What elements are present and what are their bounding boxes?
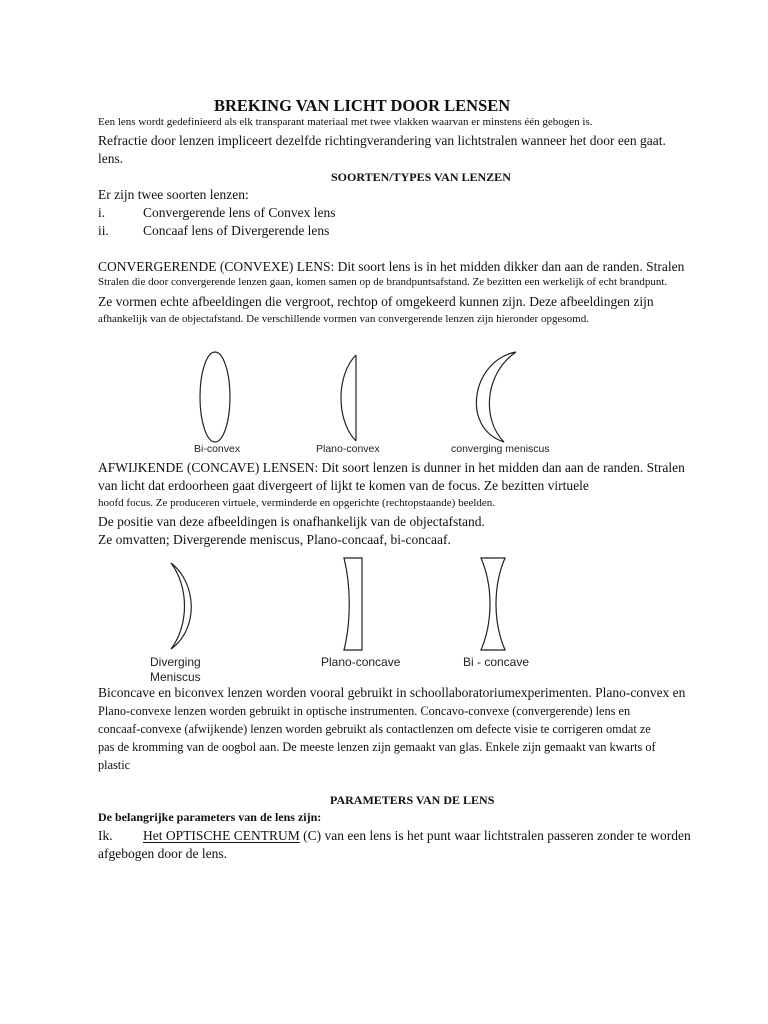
uses-line-4: pas de kromming van de oogbol aan. De meeste lenzen zijn gemaakt van glas. Enkele zijn gemaakt van kwarts of: [98, 740, 656, 754]
params-item-line-2: afgebogen door de lens.: [98, 846, 227, 861]
uses-line-3: concaaf-convexe (afwijkende) lenzen worden gebruikt als contactlenzen om defecte visie te corrigeren omdat ze: [98, 722, 651, 736]
planoconvex-label: Plano-convex: [316, 443, 380, 455]
page-title: BREKING VAN LICHT DOOR LENSEN: [214, 96, 511, 115]
planoconcave-lens-figure: [340, 556, 366, 652]
biconcave-lens-figure: [478, 556, 508, 652]
convex-line-4: afhankelijk van de objectafstand. De verschillende vormen van convergerende lenzen zijn hieronder opgesomd.: [98, 313, 589, 325]
types-item-text: Convergerende lens of Convex lens: [143, 205, 336, 220]
intro-line-3: lens.: [98, 151, 124, 166]
types-item-num: ii.: [98, 223, 109, 238]
uses-line-2: Plano-convexe lenzen worden gebruikt in optische instrumenten. Concavo-convexe (convergerende) lens en: [98, 704, 631, 718]
concave-line-2: van licht dat erdoorheen gaat divergeert of lijkt te komen van de focus. Ze bezitten virtuele: [98, 478, 589, 493]
params-item-line-1: [143, 828, 691, 844]
planoconvex-lens-figure: [330, 353, 364, 443]
convex-line-1: CONVERGERENDE (CONVEXE) LENS: Dit soort lens is in het midden dikker dan aan de randen. Stralen: [98, 259, 685, 274]
types-intro: Er zijn twee soorten lenzen:: [98, 187, 249, 202]
diverging-meniscus-label-2: Meniscus: [150, 670, 201, 684]
diverging-meniscus-label-1: Diverging: [150, 655, 201, 669]
concave-line-1: AFWIJKENDE (CONCAVE) LENSEN: Dit soort lenzen is dunner in het midden dan aan de randen. Stralen: [98, 460, 685, 475]
convex-line-3: Ze vormen echte afbeeldingen die vergroot, rechtop of omgekeerd kunnen zijn. Deze afbeeldingen zijn: [98, 294, 654, 309]
types-item-num: i.: [98, 205, 106, 220]
planoconcave-label: Plano-concave: [321, 655, 401, 669]
biconvex-lens-figure: [195, 350, 235, 444]
params-subheading: De belangrijke parameters van de lens zijn:: [98, 810, 322, 824]
converging-meniscus-figure: [462, 350, 522, 444]
uses-line-5: plastic: [98, 758, 131, 772]
convex-line-2: Stralen die door convergerende lenzen gaan, komen samen op de brandpuntsafstand. Ze bezitten een werkelijk of echt brandpunt.: [98, 276, 668, 288]
params-item-rest: (C) van een lens is het punt waar lichtstralen passeren zonder te worden: [299, 828, 691, 843]
concave-line-3: hoofd focus. Ze produceren virtuele, verminderde en opgerichte (rechtopstaande) beelden.: [98, 497, 496, 509]
params-heading: PARAMETERS VAN DE LENS: [330, 793, 495, 807]
diverging-meniscus-figure: [165, 561, 199, 651]
biconvex-label: Bi-convex: [194, 443, 241, 455]
converging-meniscus-label: converging meniscus: [451, 443, 550, 455]
params-item-num: Ik.: [98, 828, 113, 843]
intro-line-1: Een lens wordt gedefinieerd als elk transparant materiaal met twee vlakken waarvan er minstens één gebogen is.: [98, 116, 593, 128]
intro-line-2: Refractie door lenzen impliceert dezelfde richtingverandering van lichtstralen wanneer het door een gaat.: [98, 133, 666, 148]
optical-centre-term: Het OPTISCHE CENTRUM: [143, 828, 300, 843]
concave-line-5: Ze omvatten; Divergerende meniscus, Plano-concaaf, bi-concaaf.: [98, 532, 451, 547]
concave-line-4: De positie van deze afbeeldingen is onafhankelijk van de objectafstand.: [98, 514, 485, 529]
uses-line-1: Biconcave en biconvex lenzen worden vooral gebruikt in schoollaboratoriumexperimenten. Plano-convex en: [98, 685, 686, 700]
biconcave-label: Bi - concave: [463, 655, 530, 669]
types-item-text: Concaaf lens of Divergerende lens: [143, 223, 330, 238]
types-heading: SOORTEN/TYPES VAN LENZEN: [331, 170, 511, 184]
